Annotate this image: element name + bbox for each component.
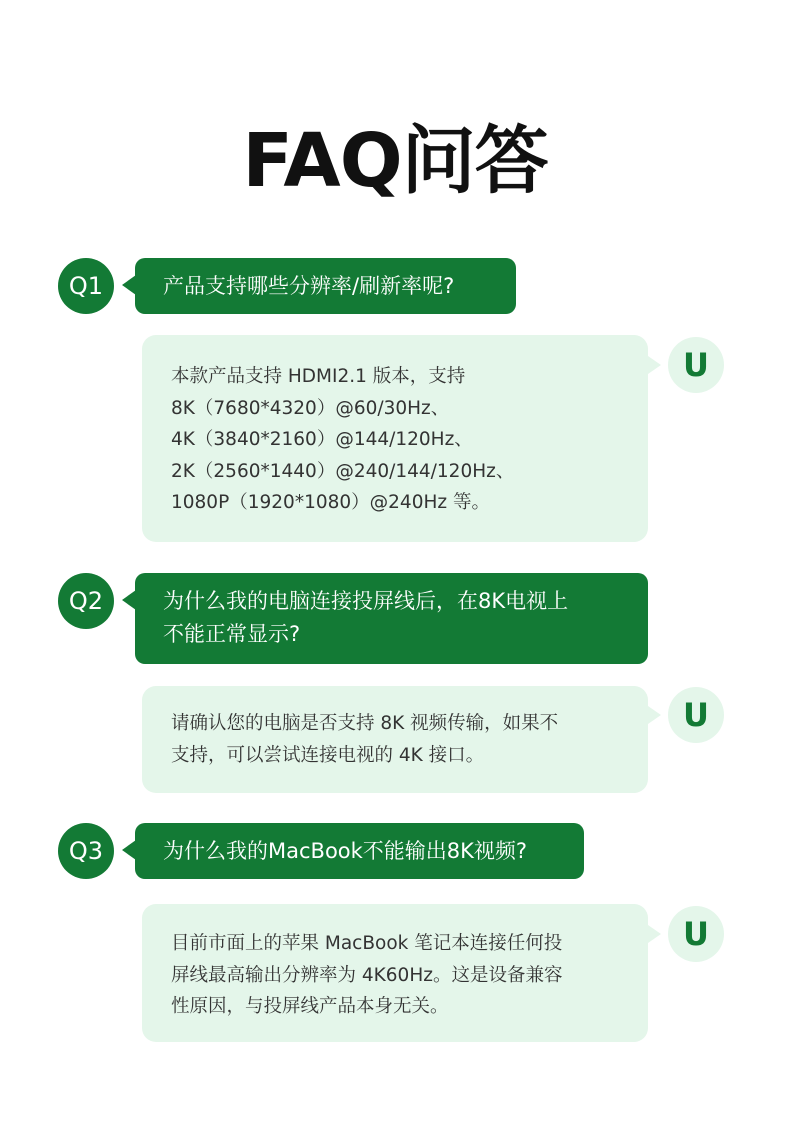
q1-question-text: 产品支持哪些分辨率/刷新率呢? bbox=[163, 274, 455, 298]
q3-badge: Q3 bbox=[58, 823, 114, 879]
q2-badge: Q2 bbox=[58, 573, 114, 629]
a1-bubble-tail bbox=[648, 356, 661, 374]
q3-question-text: 为什么我的MacBook不能输出8K视频? bbox=[163, 839, 528, 863]
q2-question-text: 为什么我的电脑连接投屏线后，在8K电视上 bbox=[163, 589, 569, 613]
a1-answer-line: 本款产品支持 HDMI2.1 版本，支持 bbox=[171, 366, 466, 387]
q2-question-text: 不能正常显示? bbox=[163, 622, 301, 646]
q3-bubble-tail bbox=[122, 840, 136, 860]
a1-answer-line: 2K（2560*1440）@240/144/120Hz、 bbox=[171, 460, 515, 482]
q1-question-bubble bbox=[135, 258, 516, 314]
q1-badge: Q1 bbox=[58, 258, 114, 314]
page-title: FAQ问答 bbox=[242, 118, 548, 204]
a3-user-avatar: U bbox=[668, 906, 724, 962]
a1-answer-line: 8K（7680*4320）@60/30Hz、 bbox=[171, 397, 450, 419]
a2-user-avatar: U bbox=[668, 687, 724, 743]
q2-question-bubble bbox=[135, 573, 648, 664]
q2-bubble-tail bbox=[122, 590, 136, 610]
a3-answer-line: 目前市面上的苹果 MacBook 笔记本连接任何投 bbox=[171, 933, 563, 954]
a3-answer-line: 性原因，与投屏线产品本身无关。 bbox=[171, 996, 449, 1017]
a1-answer-line: 1080P（1920*1080）@240Hz 等。 bbox=[171, 492, 490, 513]
a2-answer-line: 支持，可以尝试连接电视的 4K 接口。 bbox=[171, 744, 485, 766]
q3-question-bubble bbox=[135, 823, 584, 879]
a1-answer-bubble bbox=[142, 335, 648, 542]
q1-bubble-tail bbox=[122, 275, 136, 295]
a1-answer-line: 4K（3840*2160）@144/120Hz、 bbox=[171, 429, 473, 450]
a2-bubble-tail bbox=[648, 706, 661, 724]
a3-answer-bubble bbox=[142, 904, 648, 1042]
a2-answer-bubble bbox=[142, 686, 648, 793]
a2-answer-line: 请确认您的电脑是否支持 8K 视频传输，如果不 bbox=[171, 713, 559, 734]
a3-bubble-tail bbox=[648, 925, 661, 943]
a1-user-avatar: U bbox=[668, 337, 724, 393]
a3-answer-line: 屏线最高输出分辨率为 4K60Hz。这是设备兼容 bbox=[171, 964, 563, 986]
